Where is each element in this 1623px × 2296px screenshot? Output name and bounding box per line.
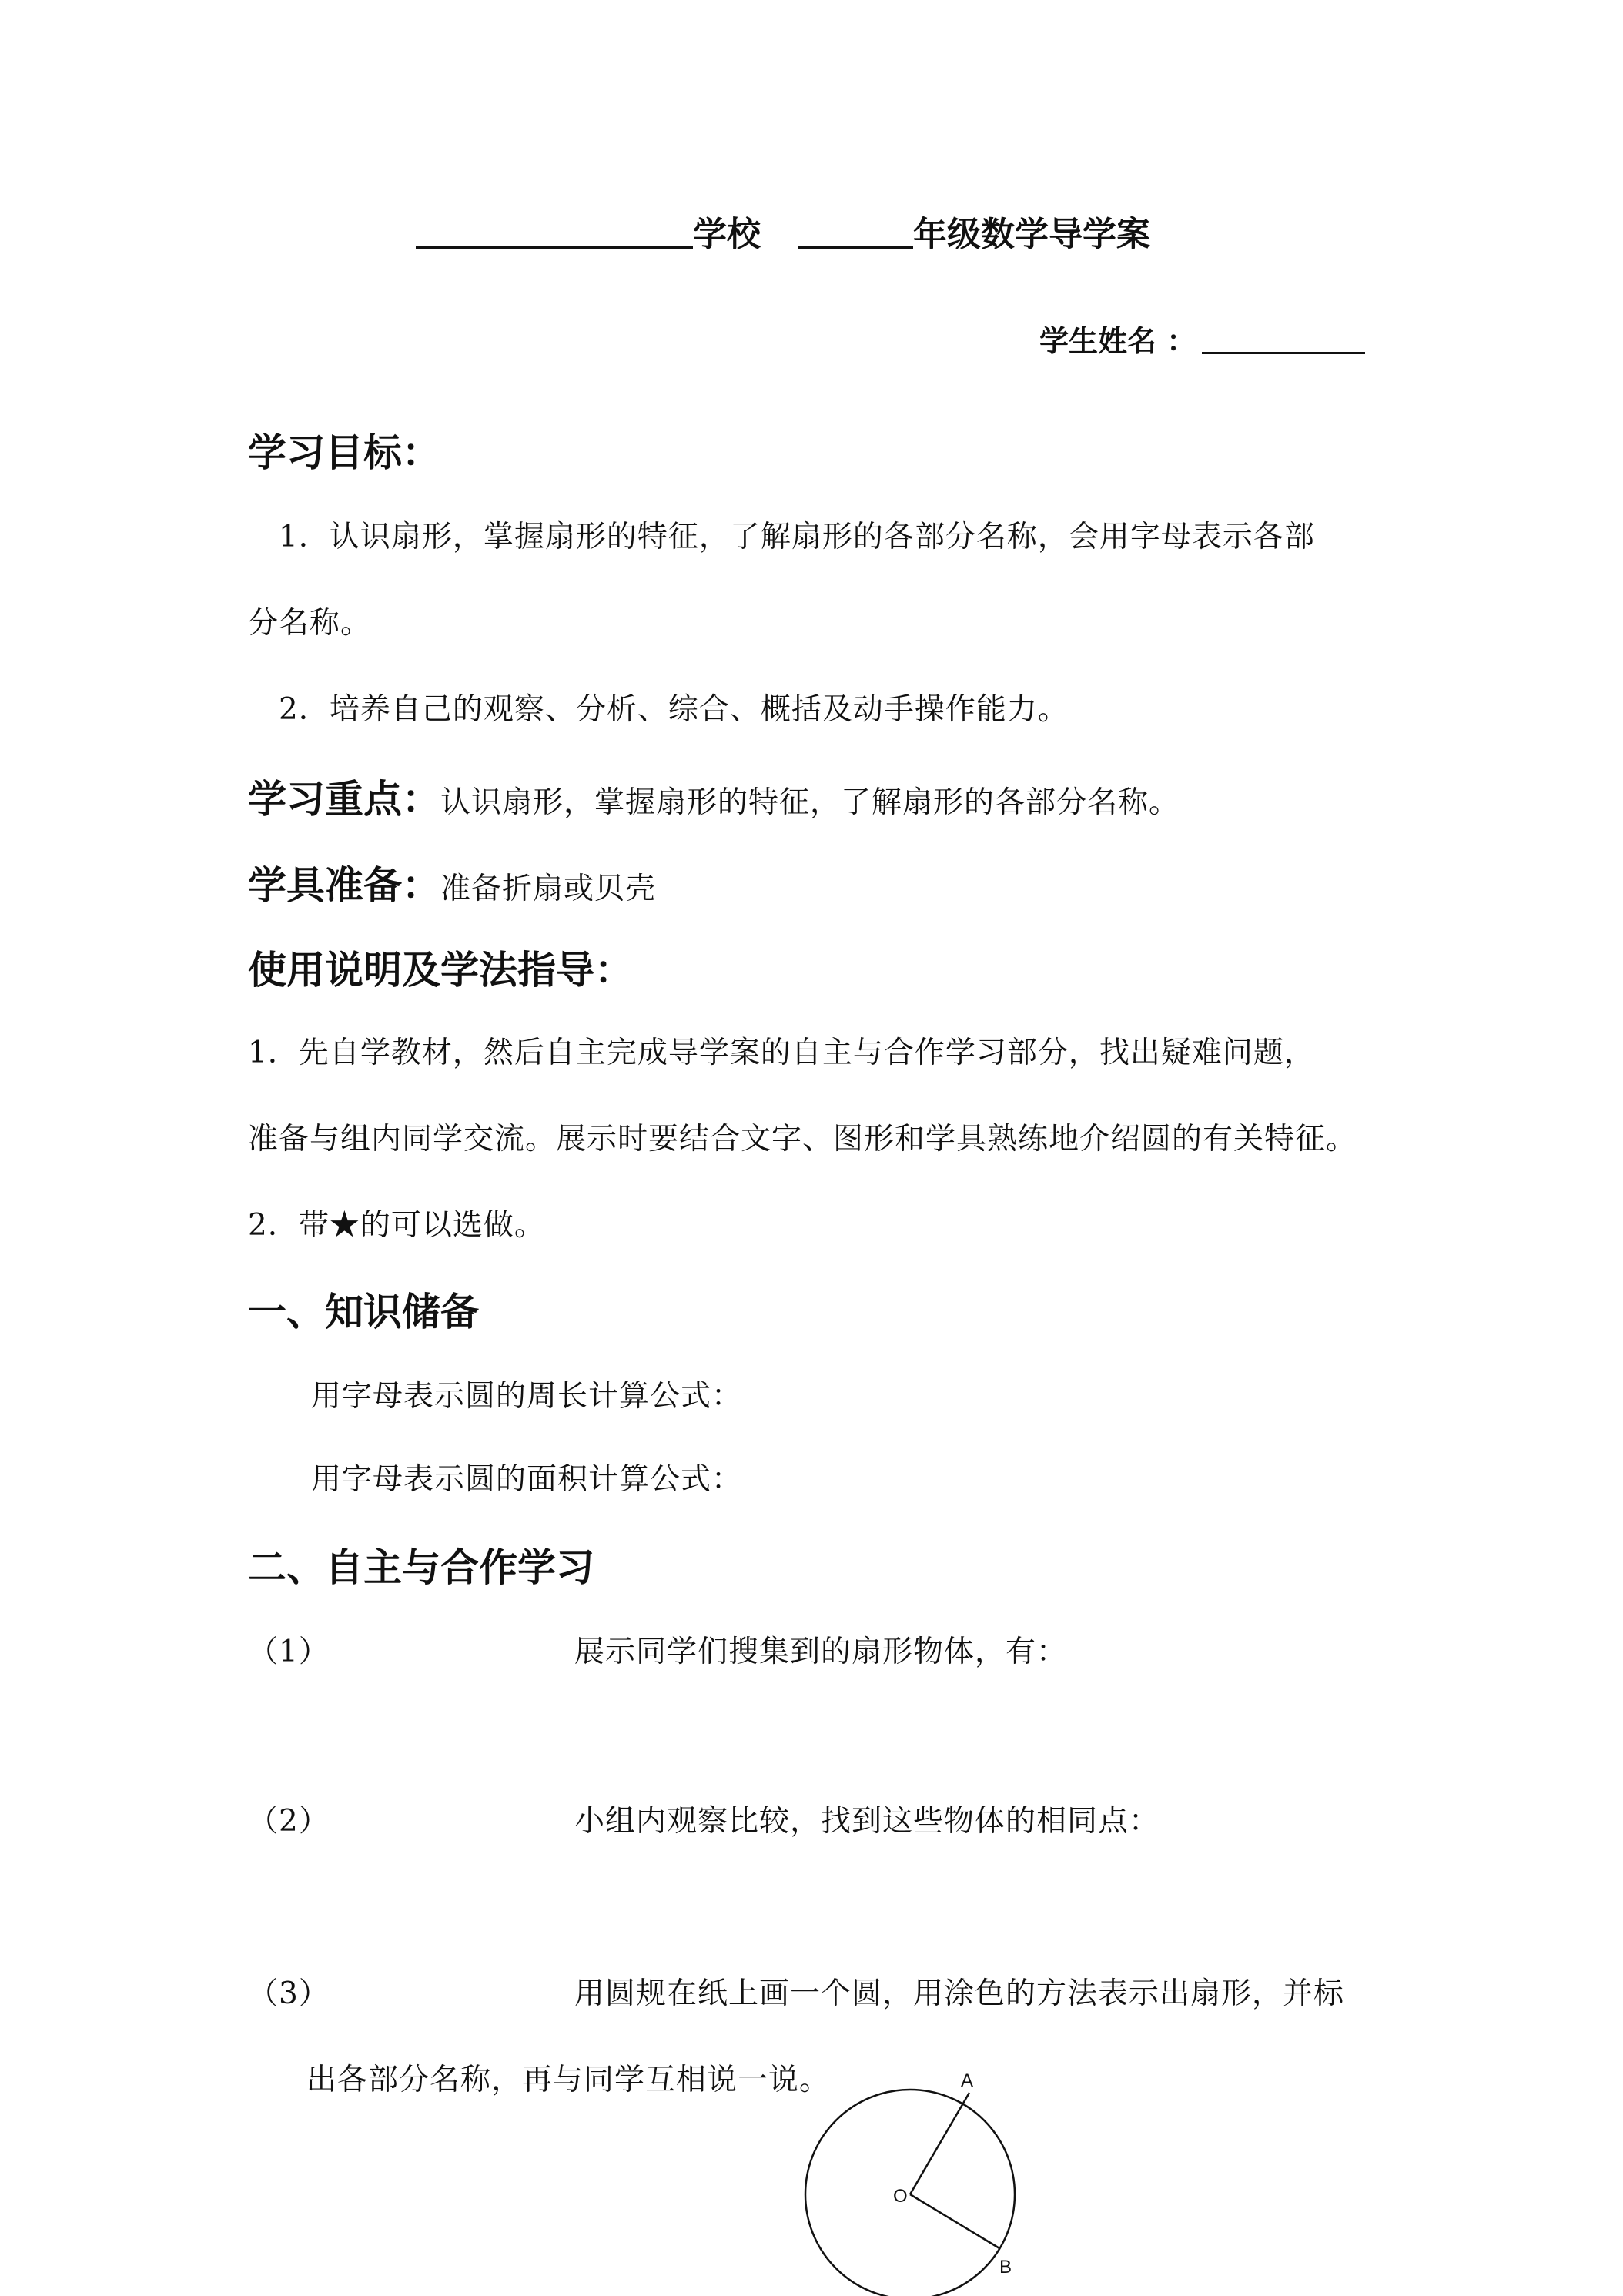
goal-item-1-line-1: 1．认识扇形，掌握扇形的特征，了解扇形的各部分名称，会用字母表示各部 xyxy=(279,520,1315,554)
task-1-number: （1） xyxy=(248,1635,330,1669)
goal-item-2: 2．培养自己的观察、分析、综合、概括及动手操作能力。 xyxy=(279,692,1069,727)
student-name-row xyxy=(1039,317,1365,360)
school-suffix: 学校 xyxy=(693,215,761,254)
circle-radii-diagram xyxy=(778,2063,1101,2296)
instruction-item-2: 2．带★的可以选做。 xyxy=(248,1208,545,1243)
section2-heading: 二、自主与合作学习 xyxy=(248,1545,594,1590)
task-3-number: （3） xyxy=(248,1976,330,2011)
grade-suffix: 年级数学导学案 xyxy=(913,215,1150,254)
tools-text: 准备折扇或贝壳 xyxy=(440,872,657,906)
school-name-blank[interactable] xyxy=(416,216,693,249)
grade-blank[interactable] xyxy=(798,216,913,249)
tools-heading: 学具准备： xyxy=(248,863,440,908)
focus-heading: 学习重点： xyxy=(248,777,440,822)
task-2-number: （2） xyxy=(248,1804,330,1839)
label-a: A xyxy=(961,2070,974,2091)
student-name-label: 学生姓名 ： xyxy=(1039,324,1196,358)
instructions-heading: 使用说明及学法指导： xyxy=(248,948,633,992)
section1-heading: 一、知识储备 xyxy=(248,1290,479,1334)
focus-row xyxy=(248,768,1180,824)
task-3-text-line-2: 出各部分名称，再与同学互相说一说。 xyxy=(306,2063,831,2097)
label-b: B xyxy=(999,2257,1012,2278)
task-1-text: 展示同学们搜集到的扇形物体，有： xyxy=(574,1635,1068,1669)
radius-ob xyxy=(910,2194,999,2248)
goals-heading: 学习目标： xyxy=(248,430,440,475)
instruction-item-1-line-2: 准备与组内同学交流。展示时要结合文字、图形和学具熟练地介绍圆的有关特征。 xyxy=(248,1122,1357,1156)
focus-text: 认识扇形，掌握扇形的特征，了解扇形的各部分名称。 xyxy=(440,785,1180,820)
radius-oa xyxy=(910,2093,969,2194)
task-3-text: 用圆规在纸上画一个圆，用涂色的方法表示出扇形，并标 xyxy=(574,1976,1345,2011)
area-formula-prompt: 用字母表示圆的面积计算公式： xyxy=(311,1462,743,1497)
perimeter-formula-prompt: 用字母表示圆的周长计算公式： xyxy=(311,1379,743,1414)
worksheet-title xyxy=(416,206,1150,256)
label-o: O xyxy=(893,2186,908,2207)
student-name-blank[interactable] xyxy=(1202,321,1365,354)
tools-row xyxy=(248,855,656,910)
instruction-item-1-line-1: 1．先自学教材，然后自主完成导学案的自主与合作学习部分，找出疑难问题， xyxy=(248,1036,1315,1070)
task-2-text: 小组内观察比较，找到这些物体的相同点： xyxy=(574,1804,1160,1839)
goal-item-1-line-2: 分名称。 xyxy=(248,606,372,641)
